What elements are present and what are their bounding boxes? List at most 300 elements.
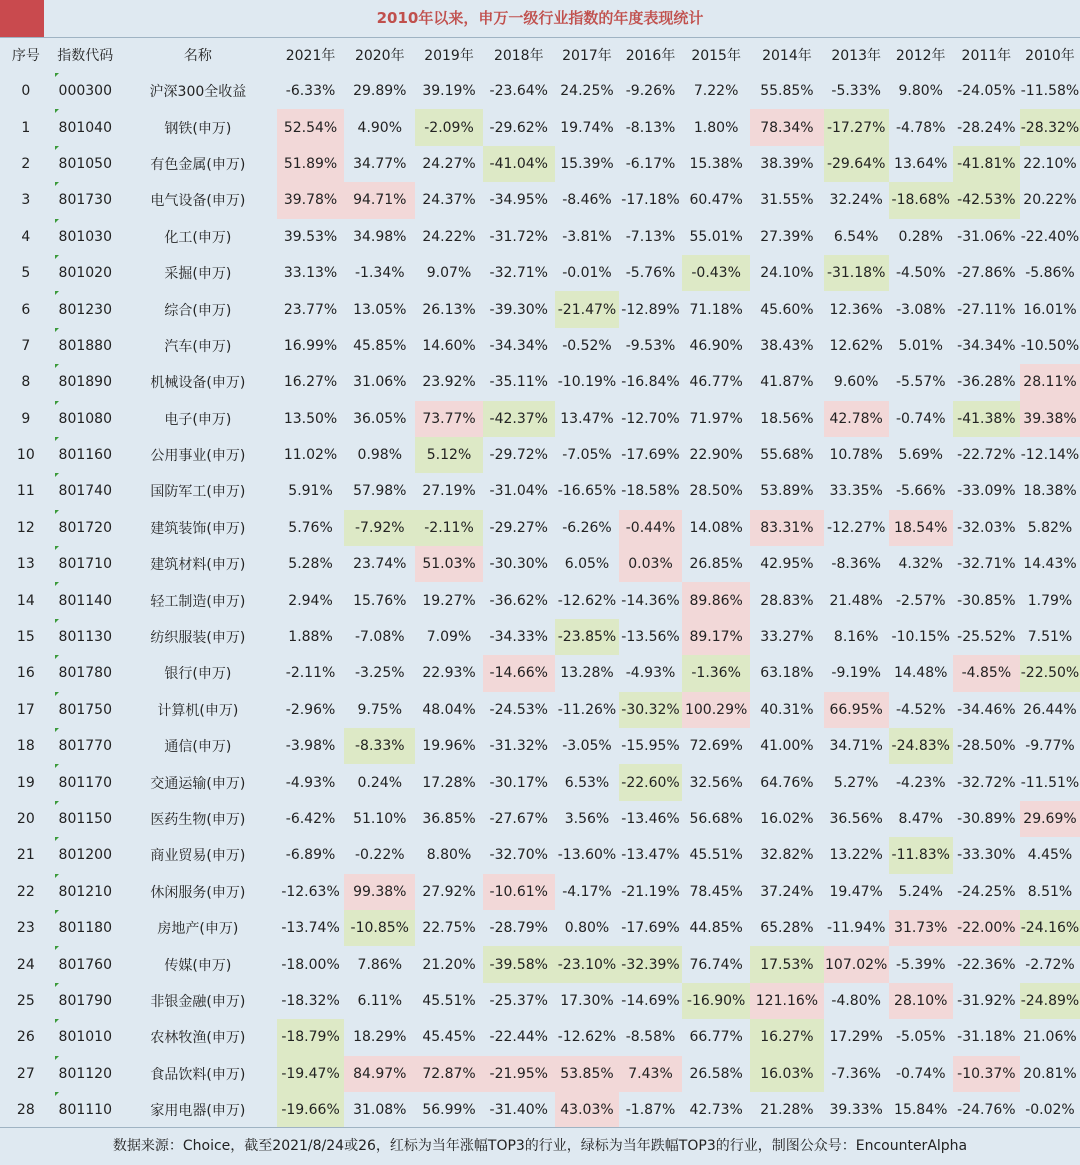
return-cell: 4.32% (898, 556, 943, 573)
return-cell: 46.77% (689, 374, 743, 391)
return-cell: 38.39% (760, 155, 814, 172)
return-cell: -4.17% (562, 883, 612, 900)
return-cell: -19.66% (277, 1092, 344, 1128)
return-cell: -10.50% (1020, 337, 1080, 354)
return-cell: 44.85% (689, 920, 743, 937)
row-index: 18 (16, 738, 35, 755)
return-cell: 8.51% (1027, 883, 1073, 900)
return-cell: 18.54% (889, 510, 953, 546)
table-row (0, 364, 1080, 400)
return-cell: 7.86% (357, 956, 403, 973)
column-header: 2012年 (895, 48, 946, 64)
column-header: 2018年 (493, 48, 544, 64)
column-header: 2011年 (961, 48, 1012, 64)
return-cell: -0.02% (1025, 1102, 1075, 1119)
return-cell: -42.53% (953, 182, 1020, 218)
table-row (0, 291, 1080, 327)
return-cell: -15.95% (621, 738, 680, 755)
return-cell: 34.98% (353, 228, 407, 245)
return-cell: 107.02% (824, 946, 889, 982)
return-cell: 5.69% (898, 447, 943, 464)
header-row (0, 37, 1080, 73)
row-index: 21 (16, 847, 35, 864)
return-cell: -13.74% (281, 920, 340, 937)
table-row (0, 582, 1080, 618)
return-cell: -3.25% (355, 665, 405, 682)
row-index: 16 (16, 665, 35, 682)
return-cell: -5.39% (895, 956, 946, 973)
return-cell: 16.01% (1023, 301, 1077, 318)
index-code: 801150 (52, 801, 119, 837)
return-cell: -10.37% (953, 1056, 1020, 1092)
index-code: 801080 (52, 401, 119, 437)
return-cell: 23.77% (283, 301, 338, 318)
row-index: 3 (21, 192, 31, 209)
return-cell: 16.03% (750, 1056, 823, 1092)
return-cell: 12.62% (829, 337, 883, 354)
return-cell: -7.36% (831, 1065, 881, 1082)
return-cell: 8.16% (833, 629, 879, 646)
return-cell: 42.73% (689, 1102, 743, 1119)
return-cell: 17.30% (560, 992, 614, 1009)
index-name: 家用电器(申万) (150, 1103, 246, 1120)
return-cell: 24.25% (560, 83, 614, 100)
row-index: 28 (16, 1102, 35, 1119)
index-name: 综合(申万) (164, 302, 232, 319)
return-cell: 52.54% (277, 109, 344, 145)
row-index: 8 (21, 374, 31, 391)
return-cell: -28.79% (489, 920, 548, 937)
return-cell: -25.52% (957, 629, 1016, 646)
return-cell: 26.44% (1023, 701, 1077, 718)
return-cell: 33.35% (829, 483, 883, 500)
index-code: 801710 (52, 546, 119, 582)
table-row (0, 146, 1080, 182)
row-index: 14 (16, 592, 35, 609)
return-cell: -32.71% (957, 556, 1016, 573)
return-cell: -14.66% (483, 655, 555, 691)
return-cell: 27.19% (422, 483, 476, 500)
column-header: 2013年 (831, 48, 881, 64)
return-cell: -24.53% (489, 701, 548, 718)
return-cell: -31.72% (489, 228, 548, 245)
column-header: 序号 (11, 48, 40, 64)
row-index: 9 (21, 410, 31, 427)
return-cell: 26.13% (422, 301, 476, 318)
return-cell: 89.17% (682, 619, 750, 655)
row-index: 1 (21, 119, 31, 136)
return-cell: -0.43% (682, 255, 750, 291)
index-code: 801790 (52, 983, 119, 1019)
index-name: 汽车(申万) (164, 338, 232, 355)
return-cell: 57.98% (353, 483, 407, 500)
title-bar (0, 0, 1080, 38)
return-cell: 1.88% (288, 629, 333, 646)
return-cell: 22.10% (1023, 155, 1077, 172)
return-cell: 23.92% (422, 374, 476, 391)
return-cell: -18.32% (281, 992, 340, 1009)
table-row (0, 619, 1080, 655)
return-cell: -14.69% (621, 992, 680, 1009)
return-cell: 65.28% (760, 920, 814, 937)
return-cell: -4.50% (895, 265, 946, 282)
return-cell: 14.43% (1023, 556, 1077, 573)
source-note: 数据来源：Choice，截至2021/8/24或26，红标为当年涨幅TOP3的行业，绿标为当年跌幅TOP3的行业，制图公众号：EncounterAlpha (0, 1127, 1080, 1165)
return-cell: 34.71% (829, 738, 883, 755)
return-cell: -11.94% (826, 920, 886, 937)
return-cell: 5.82% (1027, 519, 1073, 536)
return-cell: -5.05% (895, 1029, 946, 1046)
return-cell: 34.77% (353, 155, 407, 172)
return-cell: 15.84% (894, 1102, 948, 1119)
row-index: 11 (16, 483, 35, 500)
return-cell: -11.83% (889, 837, 953, 873)
return-cell: 73.77% (415, 401, 482, 437)
return-cell: -10.19% (557, 374, 617, 391)
return-cell: -4.78% (895, 119, 946, 136)
index-name: 建筑装饰(申万) (150, 520, 246, 537)
return-cell: -9.19% (831, 665, 881, 682)
return-cell: 31.08% (353, 1102, 407, 1119)
row-index: 12 (16, 519, 35, 536)
return-cell: -22.60% (619, 764, 682, 800)
index-name: 食品饮料(申万) (150, 1066, 246, 1083)
return-cell: 7.09% (426, 629, 472, 646)
return-cell: -18.68% (889, 182, 953, 218)
return-cell: 0.80% (564, 920, 610, 937)
return-cell: 39.78% (277, 182, 344, 218)
table-row (0, 801, 1080, 837)
return-cell: 19.47% (829, 883, 883, 900)
return-cell: -2.11% (415, 510, 482, 546)
return-cell: -6.42% (285, 811, 336, 827)
return-cell: 21.48% (829, 592, 883, 609)
column-header: 名称 (183, 48, 212, 64)
return-cell: -2.57% (895, 592, 946, 609)
return-cell: -8.33% (344, 728, 415, 764)
return-cell: -3.08% (895, 301, 946, 318)
index-name: 农林牧渔(申万) (150, 1030, 246, 1047)
return-cell: -18.00% (281, 956, 340, 973)
return-cell: -5.57% (895, 374, 946, 391)
return-cell: 5.12% (415, 437, 482, 473)
return-cell: -29.27% (489, 519, 548, 536)
table-row (0, 983, 1080, 1019)
index-name: 公用事业(申万) (150, 448, 246, 465)
table-row (0, 182, 1080, 218)
return-cell: 6.53% (564, 774, 610, 791)
return-cell: -17.69% (621, 920, 680, 937)
index-code: 801210 (52, 874, 119, 910)
index-code: 801020 (52, 255, 119, 291)
return-cell: 89.86% (682, 582, 750, 618)
return-cell: -14.36% (621, 592, 680, 609)
return-cell: -22.44% (489, 1029, 548, 1046)
return-cell: 9.75% (357, 701, 403, 718)
column-header: 2016年 (625, 48, 676, 64)
return-cell: 21.20% (422, 956, 476, 973)
return-cell: 6.05% (564, 556, 610, 573)
index-code: 801760 (52, 946, 119, 982)
return-cell: -22.72% (957, 447, 1016, 464)
return-cell: -27.86% (957, 265, 1016, 282)
return-cell: -1.34% (355, 265, 405, 282)
return-cell: -0.74% (895, 410, 946, 427)
table-body (0, 73, 1080, 1128)
return-cell: -12.89% (621, 301, 680, 318)
return-cell: -11.26% (557, 701, 617, 718)
return-cell: 72.87% (415, 1056, 482, 1092)
table-row (0, 946, 1080, 982)
table-row (0, 473, 1080, 509)
return-cell: 18.29% (353, 1029, 407, 1046)
return-cell: 39.53% (283, 228, 338, 245)
row-index: 27 (16, 1065, 35, 1082)
return-cell: 28.11% (1020, 364, 1080, 400)
return-cell: 32.24% (829, 192, 883, 209)
return-cell: 33.13% (283, 265, 338, 282)
return-cell: 45.45% (422, 1029, 476, 1046)
return-cell: 36.56% (829, 811, 883, 827)
return-cell: -4.80% (831, 992, 881, 1009)
return-cell: 5.91% (288, 483, 333, 500)
return-cell: -41.38% (953, 401, 1020, 437)
return-cell: -13.56% (621, 629, 680, 646)
return-cell: 0.28% (898, 228, 943, 245)
index-name: 通信(申万) (164, 739, 232, 756)
table-row (0, 510, 1080, 546)
return-cell: 17.53% (750, 946, 823, 982)
return-cell: 45.51% (422, 992, 476, 1009)
return-cell: -8.13% (625, 119, 676, 136)
row-index: 25 (16, 992, 35, 1009)
index-name: 医药生物(申万) (150, 812, 246, 828)
return-cell: -3.81% (562, 228, 612, 245)
return-cell: -30.89% (957, 811, 1016, 827)
return-cell: -3.98% (285, 738, 336, 755)
index-name: 国防军工(申万) (150, 484, 246, 501)
return-cell: 76.74% (689, 956, 743, 973)
return-cell: -11.51% (1020, 774, 1080, 791)
return-cell: 22.90% (689, 447, 743, 464)
return-cell: -21.19% (621, 883, 680, 900)
return-cell: 0.03% (619, 546, 682, 582)
return-cell: -30.30% (489, 556, 548, 573)
return-cell: -13.47% (621, 847, 680, 864)
return-cell: -6.89% (285, 847, 336, 864)
return-cell: -16.84% (621, 374, 680, 391)
index-code: 801130 (52, 619, 119, 655)
column-header: 2010年 (1025, 48, 1075, 64)
return-cell: 45.60% (760, 301, 814, 318)
return-cell: -12.62% (557, 592, 617, 609)
return-cell: -22.00% (953, 910, 1020, 946)
table-container (0, 37, 1080, 1128)
return-cell: -41.04% (483, 146, 555, 182)
return-cell: 41.00% (760, 738, 814, 755)
return-cell: 46.90% (689, 337, 743, 354)
return-cell: 121.16% (750, 983, 823, 1019)
return-cell: 21.06% (1023, 1029, 1077, 1046)
return-cell: -2.72% (1025, 956, 1075, 973)
return-cell: 19.96% (422, 738, 476, 755)
return-cell: 39.38% (1020, 401, 1080, 437)
return-cell: 31.55% (760, 192, 814, 209)
return-cell: 38.43% (760, 337, 814, 354)
return-cell: -31.92% (957, 992, 1016, 1009)
return-cell: -29.62% (489, 119, 548, 136)
row-index: 26 (16, 1029, 35, 1046)
return-cell: 23.74% (353, 556, 407, 573)
row-index: 13 (16, 556, 35, 573)
return-cell: -3.05% (562, 738, 612, 755)
index-code: 801160 (52, 437, 119, 473)
return-cell: -4.93% (285, 774, 336, 791)
return-cell: -17.18% (621, 192, 680, 209)
return-cell: 13.47% (560, 410, 614, 427)
return-cell: -8.58% (625, 1029, 676, 1046)
table-row (0, 255, 1080, 291)
return-cell: 60.47% (689, 192, 743, 209)
index-code: 801750 (52, 692, 119, 728)
return-cell: 53.85% (555, 1056, 619, 1092)
index-code: 801230 (52, 291, 119, 327)
return-cell: 17.28% (422, 774, 476, 791)
return-cell: -5.76% (625, 265, 676, 282)
return-cell: 55.68% (760, 447, 814, 464)
return-cell: 42.95% (760, 556, 814, 573)
return-cell: -16.65% (557, 483, 617, 500)
column-header: 2021年 (285, 48, 336, 64)
return-cell: -22.50% (1020, 655, 1080, 691)
return-cell: 31.06% (353, 374, 407, 391)
return-cell: 53.89% (760, 483, 814, 500)
index-name: 商业贸易(申万) (150, 848, 246, 865)
return-cell: -34.34% (957, 337, 1016, 354)
index-name: 电气设备(申万) (150, 193, 246, 210)
index-name: 采掘(申万) (164, 266, 232, 283)
return-cell: 64.76% (760, 774, 814, 791)
table-row (0, 874, 1080, 910)
return-cell: -0.52% (562, 337, 612, 354)
return-cell: 26.85% (689, 556, 743, 573)
return-cell: -5.66% (895, 483, 946, 500)
return-cell: -5.86% (1025, 265, 1075, 282)
return-cell: -34.34% (489, 337, 548, 354)
return-cell: -17.27% (824, 109, 889, 145)
return-cell: -27.67% (489, 811, 548, 827)
return-cell: -6.33% (285, 83, 336, 100)
return-cell: 7.22% (693, 83, 739, 100)
return-cell: 22.75% (422, 920, 476, 937)
index-name: 建筑材料(申万) (150, 557, 246, 574)
return-cell: -27.11% (957, 301, 1016, 318)
return-cell: 36.05% (353, 410, 407, 427)
return-cell: 28.10% (889, 983, 953, 1019)
row-index: 10 (16, 447, 35, 464)
return-cell: -8.36% (831, 556, 881, 573)
return-cell: 16.27% (750, 1019, 823, 1055)
return-cell: -0.01% (562, 265, 612, 282)
table-row (0, 73, 1080, 109)
return-cell: 39.19% (422, 83, 476, 100)
return-cell: -13.60% (557, 847, 617, 864)
index-name: 沪深300全收益 (149, 84, 247, 101)
return-cell: -32.39% (619, 946, 682, 982)
return-cell: -22.36% (957, 956, 1016, 973)
return-cell: 72.69% (689, 738, 743, 755)
return-cell: 83.31% (750, 510, 823, 546)
return-cell: -12.14% (1020, 447, 1080, 464)
return-cell: 40.31% (760, 701, 814, 718)
return-cell: -31.18% (824, 255, 889, 291)
return-cell: -9.53% (625, 337, 676, 354)
return-cell: 6.11% (357, 992, 403, 1009)
return-cell: -4.85% (953, 655, 1020, 691)
return-cell: -10.85% (344, 910, 415, 946)
return-cell: 26.58% (689, 1065, 743, 1082)
index-code: 801890 (52, 364, 119, 400)
return-cell: 10.78% (829, 447, 883, 464)
return-cell: -7.13% (625, 228, 676, 245)
return-cell: -29.72% (489, 447, 548, 464)
return-cell: 56.68% (689, 811, 743, 827)
table-row (0, 655, 1080, 691)
return-cell: -31.04% (489, 483, 548, 500)
return-cell: -24.83% (889, 728, 953, 764)
return-cell: -4.23% (895, 774, 946, 791)
return-cell: -2.09% (415, 109, 482, 145)
return-cell: 48.04% (422, 701, 476, 718)
return-cell: -9.77% (1025, 738, 1075, 755)
row-index: 7 (21, 337, 31, 354)
return-cell: -18.79% (277, 1019, 344, 1055)
return-cell: -17.69% (621, 447, 680, 464)
return-cell: 14.08% (689, 519, 743, 536)
table-row (0, 910, 1080, 946)
return-cell: 11.02% (283, 447, 338, 464)
index-code: 000300 (52, 73, 119, 109)
column-header: 2020年 (354, 48, 405, 64)
return-cell: 9.80% (898, 83, 943, 100)
return-cell: -24.76% (957, 1102, 1016, 1119)
row-index: 19 (16, 774, 35, 791)
index-code: 801200 (52, 837, 119, 873)
return-cell: -19.47% (277, 1056, 344, 1092)
return-cell: -0.44% (619, 510, 682, 546)
return-cell: -2.96% (285, 701, 336, 718)
row-index: 2 (21, 155, 31, 172)
return-cell: -39.58% (483, 946, 555, 982)
return-cell: 56.99% (422, 1102, 476, 1119)
return-cell: -24.25% (957, 883, 1016, 900)
return-cell: 5.24% (898, 883, 943, 900)
return-cell: -31.18% (957, 1029, 1016, 1046)
return-cell: 27.39% (760, 228, 814, 245)
row-index: 6 (21, 301, 31, 318)
row-index: 5 (21, 265, 31, 282)
table-row (0, 692, 1080, 728)
return-cell: 18.38% (1023, 483, 1077, 500)
return-cell: 20.81% (1023, 1065, 1077, 1082)
return-cell: 32.56% (689, 774, 743, 791)
return-cell: -25.37% (489, 992, 548, 1009)
return-cell: 13.50% (283, 410, 338, 427)
table-row (0, 437, 1080, 473)
table-row (0, 109, 1080, 145)
return-cell: 55.85% (760, 83, 814, 100)
return-cell: 2.94% (288, 592, 333, 609)
